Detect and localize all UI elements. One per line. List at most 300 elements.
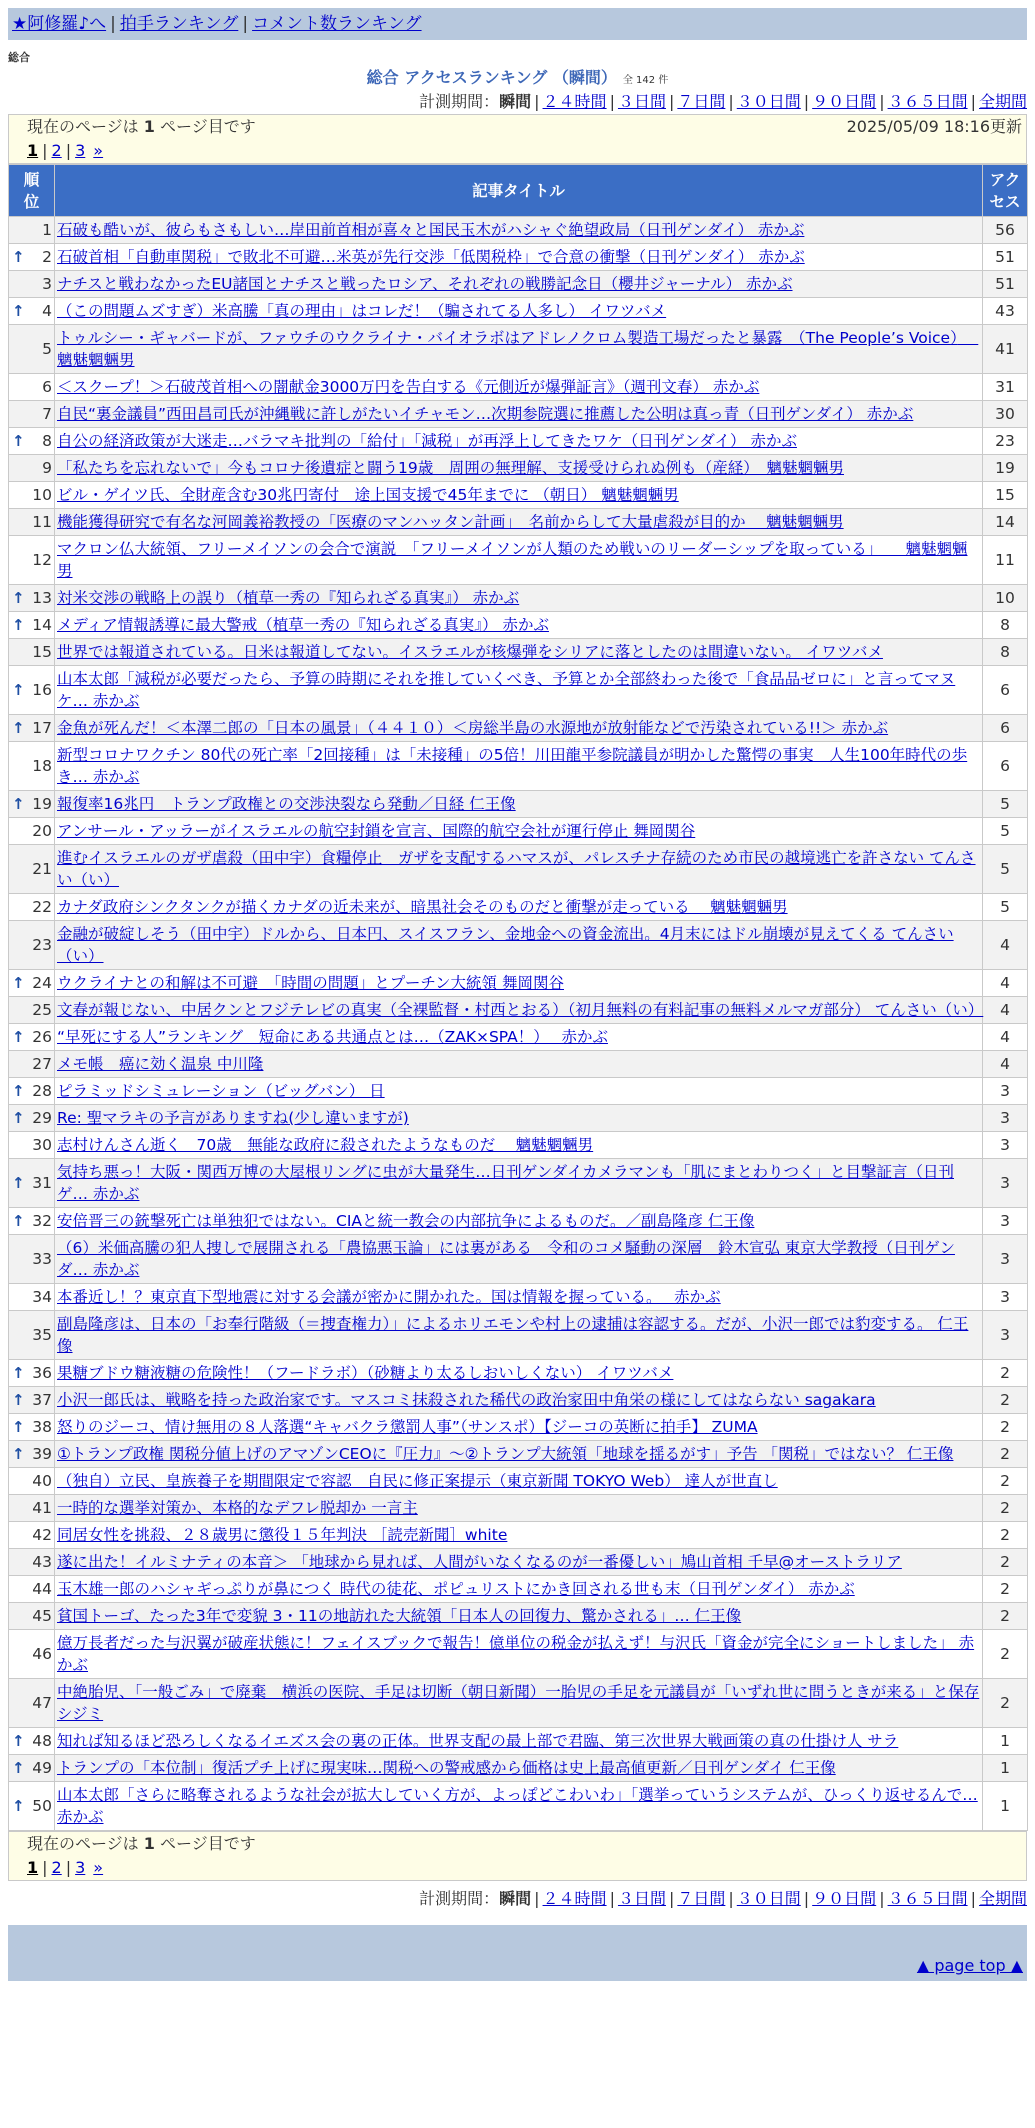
table-row (9, 921, 1028, 970)
article-title-link[interactable]: 副島隆彦は、日本の「お奉行階級（＝捜査権力）」によるホリエモンや村上の逮捕は容認する。だが、小沢一郎では豹変する。 仁王像 (57, 1315, 969, 1355)
access-count: 15 (983, 482, 1028, 509)
rank-cell (9, 1387, 55, 1414)
period-link[interactable]: ９０日間 (812, 1889, 877, 1908)
table-row (9, 1630, 1028, 1679)
up-arrow-icon: ↑ (12, 1082, 25, 1100)
rank-cell (9, 1728, 55, 1755)
access-count: 51 (983, 244, 1028, 271)
rank-number: 44 (32, 1580, 52, 1598)
article-title-link[interactable]: 金魚が死んだ！＜本澤二郎の「日本の風景」（４４１０）＜房総半島の水源地が放射能などで汚染されている!!＞ 赤かぶ (57, 719, 889, 737)
period-link[interactable]: ２４時間 (542, 1889, 607, 1908)
rank-cell (9, 536, 55, 585)
table-row (9, 1603, 1028, 1630)
pagination-box-top (8, 114, 1027, 164)
title-cell (55, 1495, 983, 1522)
rank-number: 7 (42, 405, 52, 423)
table-row (9, 666, 1028, 715)
article-title-link[interactable]: 遂に出た！イルミナティの本音＞ 「地球から見れば、人間がいなくなるのが一番優しい」鳩山首相 千早@オーストラリア (57, 1553, 902, 1571)
access-count: 2 (983, 1468, 1028, 1495)
period-link[interactable]: ３日間 (617, 92, 666, 111)
table-row (9, 894, 1028, 921)
rank-number: 47 (32, 1694, 52, 1712)
up-arrow-icon: ↑ (12, 719, 25, 737)
table-row (9, 509, 1028, 536)
page-current: 1 (27, 1858, 39, 1877)
up-arrow-icon: ↑ (12, 681, 25, 699)
period-link[interactable]: ３０日間 (736, 1889, 801, 1908)
title-cell (55, 1782, 983, 1831)
article-title-link[interactable]: 億万長者だった与沢翼が破産状態に！フェイスブックで報告！億単位の税金が払えず！与沢氏「資金が完全にショートしました」 赤かぶ (57, 1634, 975, 1674)
rank-number: 19 (32, 795, 52, 813)
title-cell (55, 1755, 983, 1782)
access-count: 5 (983, 818, 1028, 845)
title-cell (55, 894, 983, 921)
rank-number: 22 (32, 898, 52, 916)
access-count: 1 (983, 1728, 1028, 1755)
period-link[interactable]: 全期間 (978, 92, 1027, 111)
nav-separator: | (242, 14, 249, 34)
access-count: 4 (983, 1024, 1028, 1051)
article-title-link[interactable]: “早死にする人”ランキング 短命にある共通点とは…（ZAK×SPA！） 赤かぶ (57, 1028, 608, 1046)
page-next-link[interactable]: » (93, 141, 104, 160)
article-title-link[interactable]: Re: 聖マラキの予言がありますね(少し違いますが) (57, 1109, 409, 1127)
access-count: 2 (983, 1441, 1028, 1468)
title-cell (55, 1105, 983, 1132)
title-cell (55, 1387, 983, 1414)
table-row (9, 818, 1028, 845)
item-count: 全 142 件 (622, 75, 669, 86)
page-link[interactable]: 2 (51, 1858, 62, 1877)
rank-cell (9, 1414, 55, 1441)
article-title-link[interactable]: 金融が破綻しそう（田中宇）ドルから、日本円、スイスフラン、金地金への資金流出。4月末にはドル崩壊が見えてくる てんさい（い） (57, 925, 954, 965)
rank-number: 17 (32, 719, 52, 737)
header-title: 記事タイトル (55, 165, 983, 217)
rank-number: 3 (42, 275, 52, 293)
rank-cell (9, 1441, 55, 1468)
rank-number: 48 (32, 1732, 52, 1750)
title-cell (55, 428, 983, 455)
article-title-link[interactable]: トゥルシー・ギャバードが、ファウチのウクライナ・バイオラボはアドレノクロム製造工場だったと暴露 （The People’s Voice） 魑魅魍魎男 (57, 329, 979, 369)
rank-cell (9, 818, 55, 845)
rank-number: 9 (42, 459, 52, 477)
article-title-link[interactable]: 知れば知るほど恐ろしくなるイエズス会の裏の正体。世界支配の最上部で君臨、第三次世界大戦画策の真の仕掛け人 サラ (57, 1732, 899, 1750)
up-arrow-icon: ↑ (12, 616, 25, 634)
article-title-link[interactable]: 本番近し！？東京直下型地震に対する会議が密かに開かれた。国は情報を握っている。 赤かぶ (57, 1288, 721, 1306)
title-cell (55, 1132, 983, 1159)
table-row (9, 970, 1028, 997)
rank-cell (9, 845, 55, 894)
rank-number: 12 (32, 551, 52, 569)
period-link[interactable]: ３６５日間 (887, 92, 968, 111)
rank-cell (9, 666, 55, 715)
access-count: 8 (983, 612, 1028, 639)
title-cell (55, 217, 983, 244)
table-row (9, 1159, 1028, 1208)
access-count: 10 (983, 585, 1028, 612)
table-row (9, 585, 1028, 612)
access-count: 3 (983, 1208, 1028, 1235)
access-count: 30 (983, 401, 1028, 428)
rank-cell (9, 1024, 55, 1051)
pagination-box-bottom (8, 1831, 1027, 1881)
rank-cell (9, 1782, 55, 1831)
access-count: 6 (983, 715, 1028, 742)
title-cell (55, 666, 983, 715)
access-count: 3 (983, 1105, 1028, 1132)
period-label: 計測期間： (419, 1889, 500, 1908)
article-title-link[interactable]: 志村けんさん逝く 70歳 無能な政府に殺されたようなものだ 魑魅魍魎男 (57, 1136, 594, 1154)
rank-number: 37 (32, 1391, 52, 1409)
title-cell (55, 921, 983, 970)
article-title-link[interactable]: ＜スクープ！＞石破茂首相への闇献金3000万円を告白する《元側近が爆弾証言》（週刊文春） 赤かぶ (57, 378, 760, 396)
rank-number: 50 (32, 1797, 52, 1815)
rank-cell (9, 1630, 55, 1679)
table-row (9, 1495, 1028, 1522)
rank-cell (9, 742, 55, 791)
nav-home-link[interactable]: ★阿修羅♪へ (12, 14, 107, 34)
title-cell (55, 1078, 983, 1105)
title-cell (55, 455, 983, 482)
rank-cell (9, 217, 55, 244)
article-title-link[interactable]: 山本太郎「減税が必要だったら、予算の時期にそれを推していくべき、予算とか全部終わった後で「食品品ゼロに」と言ってマヌケ… 赤かぶ (57, 670, 956, 710)
rank-cell (9, 1522, 55, 1549)
header-access: アクセス (983, 165, 1028, 217)
article-title-link[interactable]: 自公の経済政策が大迷走…バラマキ批判の「給付」「減税」が再浮上してきたワケ（日刊ゲンダイ） 赤かぶ (57, 432, 797, 450)
title-cell (55, 1603, 983, 1630)
access-count: 3 (983, 1132, 1028, 1159)
title-cell (55, 1728, 983, 1755)
nav-comment-ranking-link[interactable]: コメント数ランキング (252, 14, 422, 34)
title-cell (55, 1235, 983, 1284)
rank-cell (9, 612, 55, 639)
page-top-link[interactable]: ▲ page top ▲ (916, 1956, 1023, 1975)
period-link[interactable]: ３６５日間 (887, 1889, 968, 1908)
access-count: 2 (983, 1630, 1028, 1679)
access-count: 1 (983, 1755, 1028, 1782)
table-row (9, 612, 1028, 639)
period-link[interactable]: ７日間 (677, 92, 726, 111)
article-title-link[interactable]: 対米交渉の戦略上の誤り（植草一秀の『知られざる真実』） 赤かぶ (57, 589, 520, 607)
page-title: 総合 アクセスランキング （瞬間） (366, 68, 617, 87)
page-info: 現在のページは 1 ページ目です (27, 1834, 256, 1853)
title-cell (55, 1522, 983, 1549)
article-title-link[interactable]: 「私たちを忘れないで」今もコロナ後遺症と闘う19歳 周囲の無理解、支援受けられぬ例も（産経） 魑魅魍魎男 (57, 459, 844, 477)
rank-cell (9, 1159, 55, 1208)
rank-number: 40 (32, 1472, 52, 1490)
rank-cell (9, 271, 55, 298)
access-count: 11 (983, 536, 1028, 585)
rank-cell (9, 1468, 55, 1495)
rank-number: 20 (32, 822, 52, 840)
article-title-link[interactable]: 新型コロナワクチン 80代の死亡率「2回接種」は「未接種」の5倍！川田龍平参院議員が明かした驚愕の事実 人生100年時代の歩き… 赤かぶ (57, 746, 968, 786)
article-title-link[interactable]: メモ帳 癌に効く温泉 中川隆 (57, 1055, 264, 1073)
article-title-link[interactable]: 気持ち悪っ！大阪・関西万博の大屋根リングに虫が大量発生…日刊ゲンダイカメラマンも「肌にまとわりつく」と目撃証言（日刊ゲ… 赤かぶ (57, 1163, 954, 1203)
access-count: 14 (983, 509, 1028, 536)
rank-number: 6 (42, 378, 52, 396)
rank-number: 46 (32, 1645, 52, 1663)
page-separator: | (42, 141, 48, 160)
access-count: 8 (983, 639, 1028, 666)
table-row (9, 1360, 1028, 1387)
access-count: 4 (983, 921, 1028, 970)
rank-number: 16 (32, 681, 52, 699)
table-row (9, 845, 1028, 894)
access-count: 2 (983, 1576, 1028, 1603)
access-count: 2 (983, 1495, 1028, 1522)
access-count: 5 (983, 894, 1028, 921)
table-row (9, 1132, 1028, 1159)
up-arrow-icon: ↑ (12, 974, 25, 992)
rank-number: 5 (42, 340, 52, 358)
nav-separator: | (110, 14, 116, 34)
period-label: 計測期間： (419, 92, 500, 111)
title-cell (55, 818, 983, 845)
period-selector (8, 90, 1027, 114)
rank-number: 43 (32, 1553, 52, 1571)
up-arrow-icon: ↑ (12, 1028, 25, 1046)
rank-cell (9, 970, 55, 997)
period-separator: | (803, 1889, 810, 1908)
article-title-link[interactable]: ビル・ゲイツ氏、全財産含む30兆円寄付 途上国支援で45年までに （朝日） 魑魅魍魎男 (57, 486, 679, 504)
access-count: 2 (983, 1387, 1028, 1414)
rank-cell (9, 1755, 55, 1782)
page-separator: | (65, 141, 72, 160)
title-cell (55, 791, 983, 818)
rank-cell (9, 509, 55, 536)
page-link[interactable]: 3 (75, 1858, 86, 1877)
title-cell (55, 509, 983, 536)
rank-number: 32 (32, 1212, 52, 1230)
period-link[interactable]: ３日間 (617, 1889, 666, 1908)
article-title-link[interactable]: 小沢一郎氏は、戦略を持った政治家です。マスコミ抹殺された稀代の政治家田中角栄の様にしてはならない sagakara (57, 1391, 876, 1409)
title-cell (55, 325, 983, 374)
title-cell (55, 1311, 983, 1360)
rank-cell (9, 585, 55, 612)
title-cell (55, 536, 983, 585)
title-cell (55, 742, 983, 791)
rank-cell (9, 1235, 55, 1284)
rank-cell (9, 428, 55, 455)
up-arrow-icon: ↑ (12, 795, 25, 813)
article-title-link[interactable]: 怒りのジーコ、情け無用の８人落選“キャバクラ懲罰人事”（サンスポ）【ジーコの英断に拍手】 ZUMA (57, 1418, 758, 1436)
up-arrow-icon: ↑ (12, 248, 25, 266)
article-title-link[interactable]: ウクライナとの和解は不可避 「時間の問題」とプーチン大統領 舞岡関谷 (57, 974, 564, 992)
rank-number: 36 (32, 1364, 52, 1382)
period-separator: | (728, 1889, 734, 1908)
access-count: 5 (983, 791, 1028, 818)
period-link[interactable]: 全期間 (978, 1889, 1027, 1908)
article-title-link[interactable]: 機能獲得研究で有名な河岡義裕教授の「医療のマンハッタン計画」 名前からして大量虐殺が目的か 魑魅魍魎男 (57, 513, 844, 531)
category-label: 総合 (8, 51, 30, 64)
rank-cell (9, 1051, 55, 1078)
rank-cell (9, 1284, 55, 1311)
page-info: 現在のページは 1 ページ目です (27, 117, 256, 136)
article-title-link[interactable]: 自民“裏金議員”西田昌司氏が沖縄戦に許しがたいイチャモン…次期参院選に推薦した公明は真っ青（日刊ゲンダイ） 赤かぶ (57, 405, 914, 423)
rank-cell (9, 1679, 55, 1728)
period-separator: | (879, 92, 885, 111)
period-link[interactable]: ２４時間 (542, 92, 607, 111)
article-title-link[interactable]: トランプの「本位制」復活プチ上げに現実味…関税への警戒感から価格は史上最高値更新／日刊ゲンダイ 仁王像 (57, 1759, 836, 1777)
page-link[interactable]: 2 (51, 141, 62, 160)
access-count: 3 (983, 1311, 1028, 1360)
rank-cell (9, 894, 55, 921)
rank-number: 10 (32, 486, 52, 504)
rank-number: 29 (32, 1109, 52, 1127)
rank-cell (9, 1576, 55, 1603)
article-title-link[interactable]: （6）米価高騰の犯人捜しで展開される「農協悪玉論」には裏がある 令和のコメ騒動の深層 鈴木宣弘 東京大学教授（日刊ゲンダ… 赤かぶ (57, 1239, 955, 1279)
table-row (9, 217, 1028, 244)
rank-number: 24 (32, 974, 52, 992)
rank-number: 27 (32, 1055, 52, 1073)
rank-number: 35 (32, 1326, 52, 1344)
rank-cell (9, 482, 55, 509)
page-next-link[interactable]: » (93, 1858, 104, 1877)
access-count: 2 (983, 1549, 1028, 1576)
table-row (9, 1078, 1028, 1105)
rank-number: 18 (32, 757, 52, 775)
access-count: 5 (983, 845, 1028, 894)
access-count: 43 (983, 298, 1028, 325)
rank-number: 23 (32, 936, 52, 954)
title-cell (55, 1468, 983, 1495)
page-links (9, 139, 1026, 163)
article-title-link[interactable]: 報復率16兆円 トランプ政権との交渉決裂なら発動／日経 仁王像 (57, 795, 516, 813)
rank-cell (9, 455, 55, 482)
rank-number: 45 (32, 1607, 52, 1625)
footer-bar (8, 1925, 1027, 1981)
ranking-heading (0, 66, 1035, 90)
title-cell (55, 1630, 983, 1679)
up-arrow-icon: ↑ (12, 1391, 25, 1409)
title-cell (55, 271, 983, 298)
page-link[interactable]: 3 (75, 141, 86, 160)
title-cell (55, 482, 983, 509)
rank-number: 49 (32, 1759, 52, 1777)
title-cell (55, 244, 983, 271)
article-title-link[interactable]: 一時的な選挙対策か、本格的なデフレ脱却か 一言主 (57, 1499, 418, 1517)
rank-number: 30 (32, 1136, 52, 1154)
access-count: 3 (983, 1284, 1028, 1311)
title-cell (55, 298, 983, 325)
rank-number: 38 (32, 1418, 52, 1436)
up-arrow-icon: ↑ (12, 1364, 25, 1382)
period-link[interactable]: ３０日間 (736, 92, 801, 111)
access-count: 2 (983, 1522, 1028, 1549)
table-row (9, 1024, 1028, 1051)
table-row (9, 791, 1028, 818)
period-separator: | (728, 92, 734, 111)
period-separator: | (879, 1889, 885, 1908)
rank-number: 2 (42, 248, 52, 266)
period-link[interactable]: ７日間 (677, 1889, 726, 1908)
rank-number: 26 (32, 1028, 52, 1046)
article-title-link[interactable]: 進むイスラエルのガザ虐殺（田中宇）食糧停止 ガザを支配するハマスが、パレスチナ存続のため市民の越境逃亡を許さない てんさい（い） (57, 849, 976, 889)
table-row (9, 1679, 1028, 1728)
rank-number: 13 (32, 589, 52, 607)
table-row (9, 482, 1028, 509)
article-title-link[interactable]: 貧国トーゴ、たった3年で変貌 3・11の地訪れた大統領「日本人の回復力、驚かされる」… 仁王像 (57, 1607, 742, 1625)
up-arrow-icon: ↑ (12, 1797, 25, 1815)
article-title-link[interactable]: （独自）立民、皇族養子を期間限定で容認 自民に修正案提示（東京新聞 TOKYO Web） 達人が世直し (57, 1472, 778, 1490)
table-row (9, 1522, 1028, 1549)
article-title-link[interactable]: ナチスと戦わなかったEU諸国とナチスと戦ったロシア、それぞれの戦勝記念日（櫻井ジャーナル） 赤かぶ (57, 275, 793, 293)
period-separator: | (609, 92, 615, 111)
access-count: 3 (983, 1159, 1028, 1208)
article-title-link[interactable]: 山本太郎「さらに略奪されるような社会が拡大していく方が、よっぽどこわいわ」「選挙っていうシステムが、ひっくり返せるんで… 赤かぶ (57, 1786, 978, 1826)
access-count: 19 (983, 455, 1028, 482)
article-title-link[interactable]: カナダ政府シンクタンクが描くカナダの近未来が、暗黒社会そのものだと衝撃が走っている 魑魅魍魎男 (57, 898, 788, 916)
rank-cell (9, 1603, 55, 1630)
title-cell (55, 1284, 983, 1311)
article-title-link[interactable]: 石破首相「自動車関税」で敗北不可避…米英が先行交渉「低関税枠」で合意の衝撃（日刊ゲンダイ） 赤かぶ (57, 248, 805, 266)
article-title-link[interactable]: 文春が報じない、中居クンとフジテレビの真実（全裸監督・村西とおる）（初月無料の有料記事の無料メルマガ部分） てんさい（い） (57, 1001, 984, 1019)
article-title-link[interactable]: 世界では報道されている。日米は報道してない。イスラエルが核爆弾をシリアに落としたのは間違いない。 イワツバメ (57, 643, 883, 661)
page-current: 1 (27, 141, 39, 160)
rank-cell (9, 325, 55, 374)
rank-number: 14 (32, 616, 52, 634)
article-title-link[interactable]: 安倍晋三の銃撃死亡は単独犯ではない。CIAと統一教会の内部抗争によるものだ。／副島隆彦 仁王像 (57, 1212, 755, 1230)
article-title-link[interactable]: ①トランプ政権 関税分値上げのアマゾンCEOに『圧力』～②トランプ大統領「地球を揺るがす」予告 「関税」ではない？ 仁王像 (57, 1445, 954, 1463)
access-count: 3 (983, 1078, 1028, 1105)
period-link[interactable]: ９０日間 (812, 92, 877, 111)
rank-cell (9, 298, 55, 325)
page-separator: | (65, 1858, 72, 1877)
up-arrow-icon: ↑ (12, 1212, 25, 1230)
table-row (9, 639, 1028, 666)
title-cell (55, 970, 983, 997)
rank-cell (9, 715, 55, 742)
period-separator: | (803, 92, 810, 111)
article-title-link[interactable]: 玉木雄一郎のハシャギっぷりが鼻につく 時代の徒花、ポピュリストにかき回される世も末（日刊ゲンダイ） 赤かぶ (57, 1580, 855, 1598)
table-row (9, 1468, 1028, 1495)
title-cell (55, 401, 983, 428)
title-cell (55, 1024, 983, 1051)
rank-cell (9, 791, 55, 818)
article-title-link[interactable]: （この問題ムズすぎ）米高騰「真の理由」はコレだ！（騙されてる人多し） イワツバメ (57, 302, 667, 320)
up-arrow-icon: ↑ (12, 1445, 25, 1463)
article-title-link[interactable]: 同居女性を挑殺、２８歳男に懲役１５年判決 ［読売新聞］white (57, 1526, 508, 1544)
access-count: 2 (983, 1414, 1028, 1441)
table-row (9, 715, 1028, 742)
rank-number: 33 (32, 1250, 52, 1268)
title-cell (55, 374, 983, 401)
article-title-link[interactable]: 果糖ブドウ糖液糖の危険性！（フードラボ）（砂糖より太るしおいしくない） イワツバメ (57, 1364, 674, 1382)
title-cell (55, 585, 983, 612)
article-title-link[interactable]: 中絶胎児、「一般ごみ」で廃棄 横浜の医院、手足は切断（朝日新聞）一胎児の手足を元議員が「いずれ世に問うときが来る」と保存 シジミ (57, 1683, 980, 1723)
article-title-link[interactable]: メディア情報誘導に最大警戒（植草一秀の『知られざる真実』） 赤かぶ (57, 616, 549, 634)
article-title-link[interactable]: 石破も酷いが、彼らもさもしい…岸田前首相が喜々と国民玉木がハシャぐ絶望政局（日刊ゲンダイ） 赤かぶ (57, 221, 805, 239)
table-row (9, 455, 1028, 482)
access-count: 6 (983, 742, 1028, 791)
article-title-link[interactable]: マクロン仏大統領、フリーメイソンの会合で演説 「フリーメイソンが人類のため戦いのリーダーシップを取っている」 魑魅魍魎男 (57, 540, 968, 580)
period-separator: | (970, 92, 976, 111)
article-title-link[interactable]: ピラミッドシミュレーション（ビッグバン） 日 (57, 1082, 385, 1100)
nav-clap-ranking-link[interactable]: 拍手ランキング (119, 14, 239, 34)
access-count: 6 (983, 666, 1028, 715)
up-arrow-icon: ↑ (12, 1109, 25, 1127)
rank-cell (9, 401, 55, 428)
table-row (9, 1387, 1028, 1414)
title-cell (55, 1360, 983, 1387)
top-nav-bar (8, 8, 1027, 40)
table-row (9, 401, 1028, 428)
title-cell (55, 1051, 983, 1078)
title-cell (55, 997, 983, 1024)
table-row (9, 1414, 1028, 1441)
rank-number: 31 (32, 1174, 52, 1192)
article-title-link[interactable]: アンサール・アッラーがイスラエルの航空封鎖を宣言、国際的航空会社が運行停止 舞岡関谷 (57, 822, 696, 840)
period-selector-bottom (8, 1887, 1027, 1911)
